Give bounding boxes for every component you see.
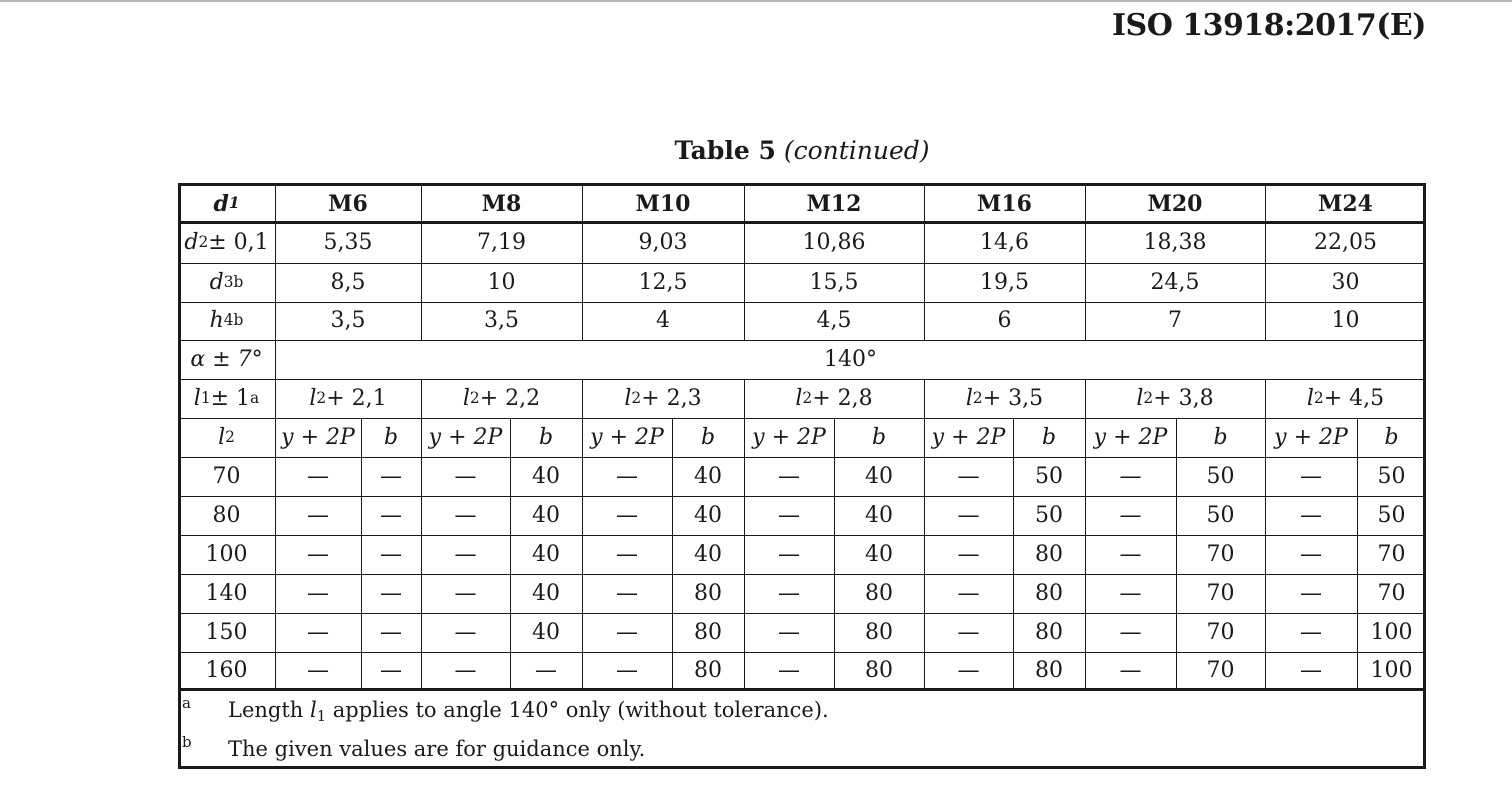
- table-cell: —: [957, 658, 980, 683]
- caption-suffix: (continued): [783, 136, 930, 165]
- subheader-y-plus-2p: y + 2P: [752, 424, 826, 450]
- subheader-b: b: [871, 424, 887, 450]
- footnote-a-marker: a: [182, 694, 191, 712]
- table-cell: 80: [1035, 541, 1063, 567]
- table-cell: —: [957, 463, 980, 489]
- d3-value: 10: [487, 269, 516, 295]
- table-cell: —: [1300, 541, 1322, 567]
- table-cell: 50: [1206, 463, 1235, 489]
- size-header: M6: [328, 190, 368, 217]
- d2-value: 22,05: [1314, 230, 1377, 255]
- table-cell: —: [307, 658, 329, 683]
- table-cell: 40: [532, 502, 560, 528]
- table-cell: —: [778, 619, 800, 645]
- table-cell: 80: [865, 619, 893, 645]
- table-cell: 50: [1206, 502, 1235, 528]
- l2-length-value: 70: [212, 463, 241, 489]
- table-cell: —: [454, 658, 477, 683]
- footnote-b-marker: b: [182, 733, 192, 751]
- table-cell: 80: [694, 658, 722, 683]
- table-cell: —: [616, 658, 638, 683]
- table-cell: 70: [1377, 541, 1406, 567]
- row-label-l2: l 2: [218, 424, 235, 450]
- table-cell: —: [1300, 502, 1322, 528]
- row-label-alpha: α ± 7°: [190, 346, 263, 372]
- table-cell: —: [1119, 541, 1142, 567]
- table-cell: 80: [865, 658, 893, 683]
- subheader-b: b: [538, 424, 554, 450]
- table-cell: 40: [532, 580, 560, 606]
- l1-value: l 2 + 4,5: [1306, 385, 1385, 411]
- size-header: M10: [635, 190, 691, 217]
- table-cell: —: [380, 502, 402, 528]
- table-cell: —: [778, 658, 800, 683]
- l2-length-value: 160: [205, 658, 248, 683]
- table-cell: —: [1119, 463, 1142, 489]
- d3-value: 19,5: [980, 269, 1029, 295]
- subheader-y-plus-2p: y + 2P: [590, 424, 664, 450]
- table-cell: 80: [694, 580, 722, 606]
- subheader-b: b: [700, 424, 716, 450]
- row-label-l1: l 1 ± 1 a: [193, 385, 260, 411]
- table-cell: —: [307, 502, 329, 528]
- d3-value: 12,5: [638, 269, 688, 295]
- table-cell: —: [778, 502, 800, 528]
- l2-length-value: 150: [205, 619, 248, 645]
- table-cell: 40: [865, 502, 893, 528]
- subheader-b: b: [383, 424, 399, 450]
- stud-dimensions-table: [178, 183, 1426, 769]
- table-cell: 80: [1035, 619, 1063, 645]
- subheader-y-plus-2p: y + 2P: [1274, 424, 1348, 450]
- d3-value: 15,5: [809, 269, 859, 295]
- l2-length-value: 140: [205, 580, 248, 606]
- table-cell: —: [957, 502, 980, 528]
- table-cell: —: [380, 541, 402, 567]
- table-cell: —: [778, 541, 800, 567]
- l1-value: l 2 + 3,8: [1136, 385, 1214, 411]
- subheader-b: b: [1384, 424, 1399, 450]
- table-cell: —: [380, 619, 402, 645]
- subheader-b: b: [1041, 424, 1057, 450]
- table-cell: —: [454, 541, 477, 567]
- table-cell: —: [307, 463, 329, 489]
- table-cell: 40: [532, 619, 560, 645]
- table-cell: —: [1300, 619, 1322, 645]
- h4-value: 4,5: [816, 308, 852, 333]
- size-header: M16: [977, 190, 1032, 217]
- table-cell: —: [1119, 658, 1142, 683]
- table-cell: —: [535, 658, 557, 683]
- document-id: ISO 13918:2017(E): [1112, 8, 1426, 43]
- table-cell: —: [307, 580, 329, 606]
- l1-value: l 2 + 2,3: [624, 385, 702, 411]
- table-cell: —: [454, 619, 477, 645]
- table-cell: 40: [865, 541, 893, 567]
- table-cell: 80: [694, 619, 722, 645]
- table-cell: 50: [1377, 463, 1406, 489]
- row-label-d2: d 2 ± 0,1: [184, 230, 269, 255]
- table-cell: 80: [1035, 658, 1063, 683]
- table-cell: 50: [1377, 502, 1406, 528]
- table-cell: —: [616, 619, 638, 645]
- table-cell: 40: [865, 463, 893, 489]
- alpha-value: 140°: [824, 346, 877, 372]
- table-cell: 70: [1206, 580, 1235, 606]
- caption-title: Table 5: [674, 136, 776, 165]
- table-cell: —: [1300, 463, 1322, 489]
- table-cell: —: [380, 463, 402, 489]
- l1-value: l 2 + 2,1: [309, 385, 387, 411]
- table-cell: —: [1119, 580, 1142, 606]
- d3-value: 8,5: [330, 269, 366, 295]
- table-cell: 80: [1035, 580, 1063, 606]
- row-label-d1: d 1: [213, 190, 240, 217]
- l2-length-value: 100: [205, 541, 248, 567]
- table-cell: 70: [1206, 619, 1235, 645]
- footnote-a: a Length $l_1$ applies to angle 140° only (without tolerance).: [182, 694, 829, 725]
- d2-value: 14,6: [980, 230, 1029, 255]
- table-caption: [0, 136, 1512, 165]
- table-cell: —: [307, 541, 329, 567]
- table-cell: —: [957, 619, 980, 645]
- table-cell: —: [616, 502, 638, 528]
- row-label-d3: d 3 b: [209, 269, 244, 295]
- d3-value: 24,5: [1150, 269, 1200, 295]
- subheader-b: b: [1213, 424, 1228, 450]
- d2-value: 9,03: [638, 230, 688, 255]
- table-cell: —: [1300, 580, 1322, 606]
- table-cell: —: [616, 541, 638, 567]
- footnote-b: b The given values are for guidance only.: [182, 733, 646, 761]
- table-cell: 40: [532, 541, 560, 567]
- table-cell: 70: [1377, 580, 1406, 606]
- table-cell: —: [454, 580, 477, 606]
- table-cell: 40: [532, 463, 560, 489]
- table-cell: —: [380, 658, 402, 683]
- subheader-y-plus-2p: y + 2P: [428, 424, 503, 450]
- d2-value: 5,35: [323, 230, 373, 255]
- l1-value: l 2 + 3,5: [965, 385, 1044, 411]
- h4-value: 3,5: [484, 308, 519, 333]
- table-cell: —: [778, 580, 800, 606]
- size-header: M12: [806, 190, 862, 217]
- row-label-h4: h 4 b: [209, 308, 244, 333]
- d2-value: 7,19: [477, 230, 526, 255]
- l2-length-value: 80: [212, 502, 241, 528]
- table-cell: —: [454, 502, 477, 528]
- subheader-y-plus-2p: y + 2P: [931, 424, 1006, 450]
- table-cell: 40: [694, 463, 722, 489]
- table-cell: 70: [1206, 541, 1235, 567]
- table-cell: 70: [1206, 658, 1235, 683]
- table-cell: —: [957, 580, 980, 606]
- table-cell: —: [1300, 658, 1322, 683]
- h4-value: 7: [1168, 308, 1182, 333]
- size-header: M24: [1318, 190, 1373, 217]
- d2-value: 18,38: [1143, 230, 1207, 255]
- h4-value: 3,5: [330, 308, 366, 333]
- page-top-border: [0, 0, 1512, 2]
- l1-value: l 2 + 2,2: [462, 385, 541, 411]
- table-cell: 40: [694, 541, 722, 567]
- table-cell: 50: [1035, 463, 1063, 489]
- table-cell: 100: [1370, 658, 1413, 683]
- table-cell: —: [380, 580, 402, 606]
- subheader-y-plus-2p: y + 2P: [1093, 424, 1168, 450]
- subheader-y-plus-2p: y + 2P: [281, 424, 355, 450]
- table-cell: 80: [865, 580, 893, 606]
- h4-value: 10: [1331, 308, 1360, 333]
- size-header: M20: [1147, 190, 1203, 217]
- table-cell: —: [616, 463, 638, 489]
- table-cell: —: [454, 463, 477, 489]
- l1-value: l 2 + 2,8: [795, 385, 873, 411]
- table-cell: —: [1119, 619, 1142, 645]
- h4-value: 4: [656, 308, 670, 333]
- table-cell: —: [616, 580, 638, 606]
- table-cell: 50: [1035, 502, 1063, 528]
- d3-value: 30: [1331, 269, 1360, 295]
- d2-value: 10,86: [802, 230, 866, 255]
- table-cell: 40: [694, 502, 722, 528]
- table-cell: 100: [1370, 619, 1413, 645]
- table-cell: —: [1119, 502, 1142, 528]
- h4-value: 6: [997, 308, 1012, 333]
- table-cell: —: [307, 619, 329, 645]
- size-header: M8: [481, 190, 522, 217]
- table-cell: —: [778, 463, 800, 489]
- table-cell: —: [957, 541, 980, 567]
